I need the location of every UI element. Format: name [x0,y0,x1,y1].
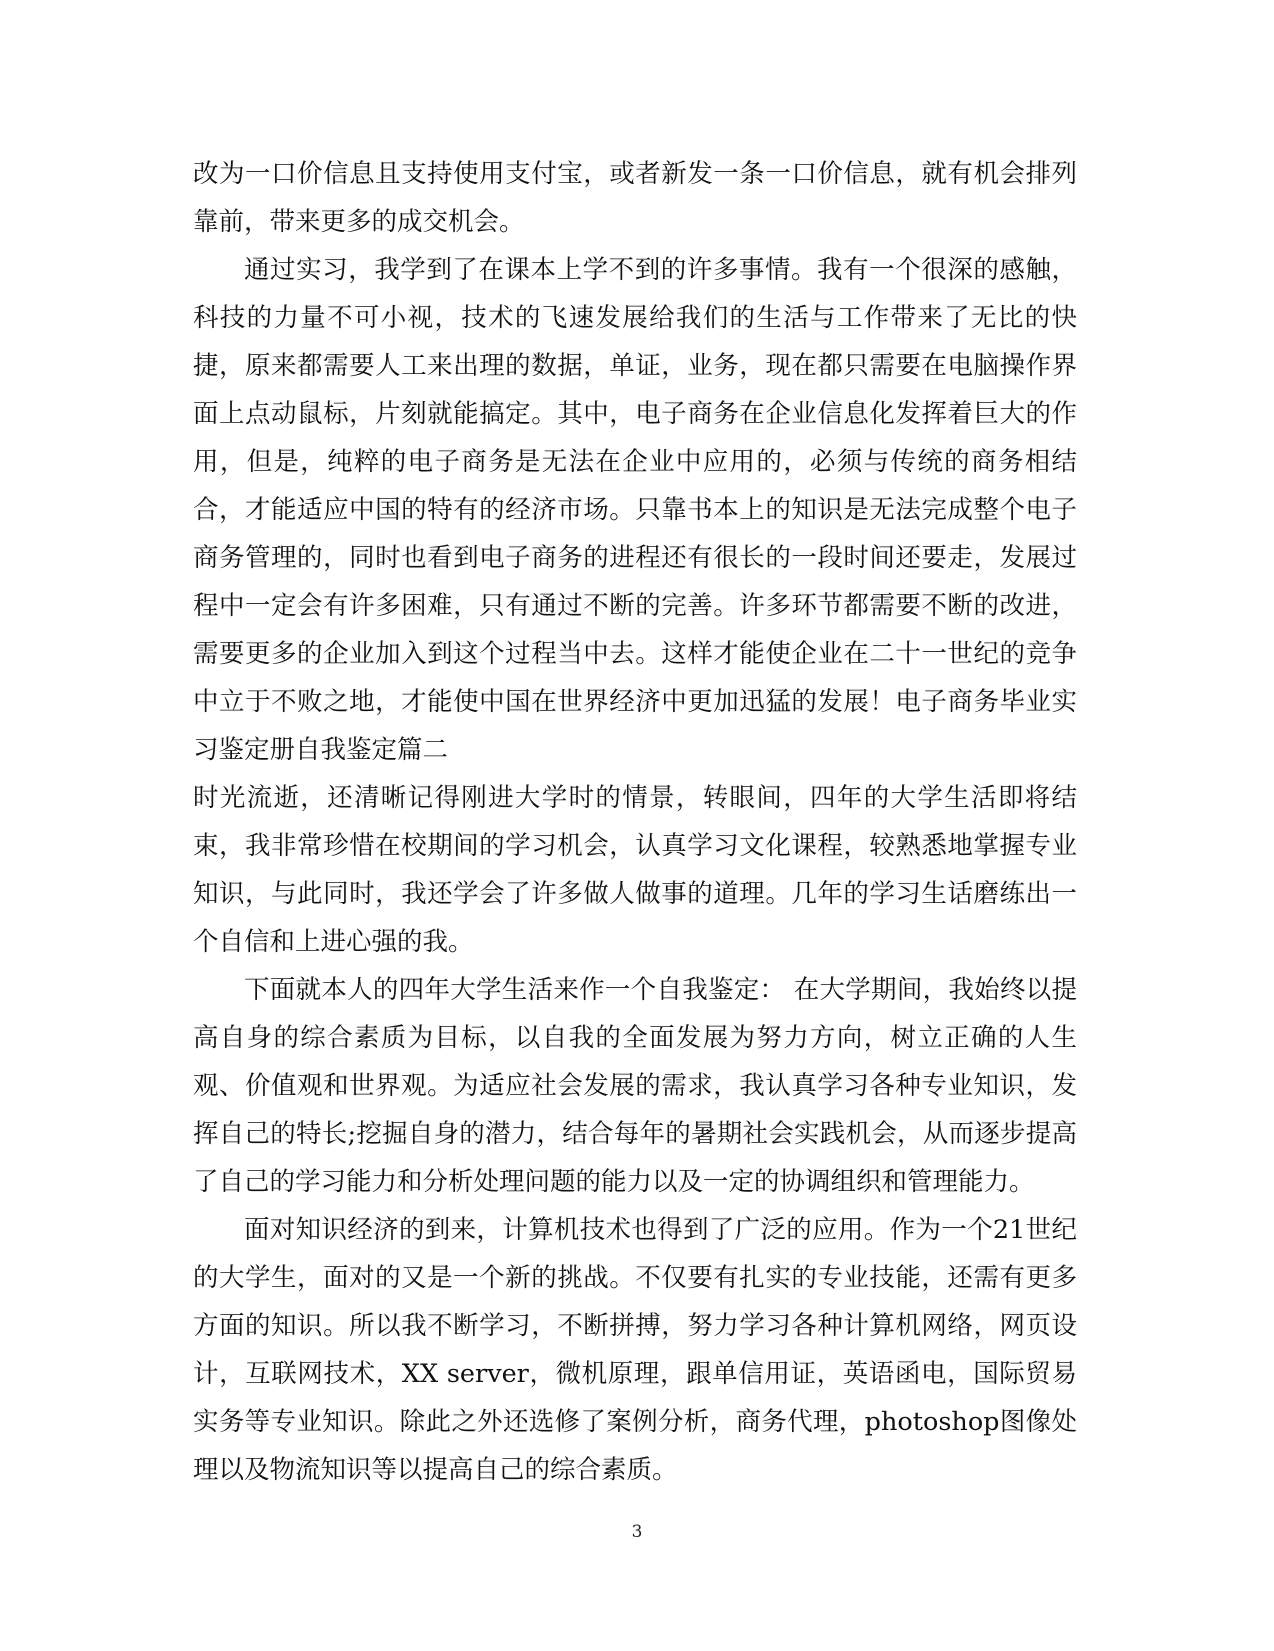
paragraph-internship-reflection: 通过实习，我学到了在课本上学不到的许多事情。我有一个很深的感触，科技的力量不可小视，技术的飞速发展给我们的生活与工作带来了无比的快捷，原来都需要人工来出理的数据，单证，业务，现在都只需要在电脑操作界面上点动鼠标，片刻就能搞定。其中，电子商务在企业信息化发挥着巨大的作用，但是，纯粹的电子商务是无法在企业中应用的，必须与传统的商务相结合，才能适应中国的特有的经济市场。只靠书本上的知识是无法完成整个电子商务管理的，同时也看到电子商务的进程还有很长的一段时间还要走，发展过程中一定会有许多困难，只有通过不断的完善。许多环节都需要不断的改进，需要更多的企业加入到这个过程当中去。这样才能使企业在二十一世纪的竞争中立于不败之地，才能使中国在世界经济中更加迅猛的发展！电子商务毕业实习鉴定册自我鉴定篇二 [193,255,1077,765]
paragraph-self-assessment: 下面就本人的四年大学生活来作一个自我鉴定： 在大学期间，我始终以提高自身的综合素质为目标，以自我的全面发展为努力方向，树立正确的人生观、价值观和世界观。为适应社会发展的需求，我认真学习各种专业知识，发挥自己的特长;挖掘自身的潜力，结合每年的暑期社会实践机会，从而逐步提高了自己的学习能力和分析处理问题的能力以及一定的协调组织和管理能力。 [193,975,1077,1197]
paragraph-knowledge-economy: 面对知识经济的到来，计算机技术也得到了广泛的应用。作为一个21世纪的大学生，面对的又是一个新的挑战。不仅要有扎实的专业技能，还需有更多方面的知识。所以我不断学习，不断拼搏，努力学习各种计算机网络，网页设计，互联网技术，XX server，微机原理，跟单信用证，英语函电，国际贸易实务等专业知识。除此之外还选修了案例分析，商务代理，photoshop图像处理以及物流知识等以提高自己的综合素质。 [193,1215,1077,1485]
page-number: 3 [631,1522,643,1542]
document-body [193,150,1077,1494]
paragraph-time-passes: 时光流逝，还清晰记得刚进大学时的情景，转眼间，四年的大学生活即将结束，我非常珍惜在校期间的学习机会，认真学习文化课程，较熟悉地掌握专业知识，与此同时，我还学会了许多做人做事的道理。几年的学习生话磨练出一个自信和上进心强的我。 [193,783,1077,957]
paragraph-continuation: 改为一口价信息且支持使用支付宝，或者新发一条一口价信息，就有机会排列靠前，带来更多的成交机会。 [193,159,1077,237]
